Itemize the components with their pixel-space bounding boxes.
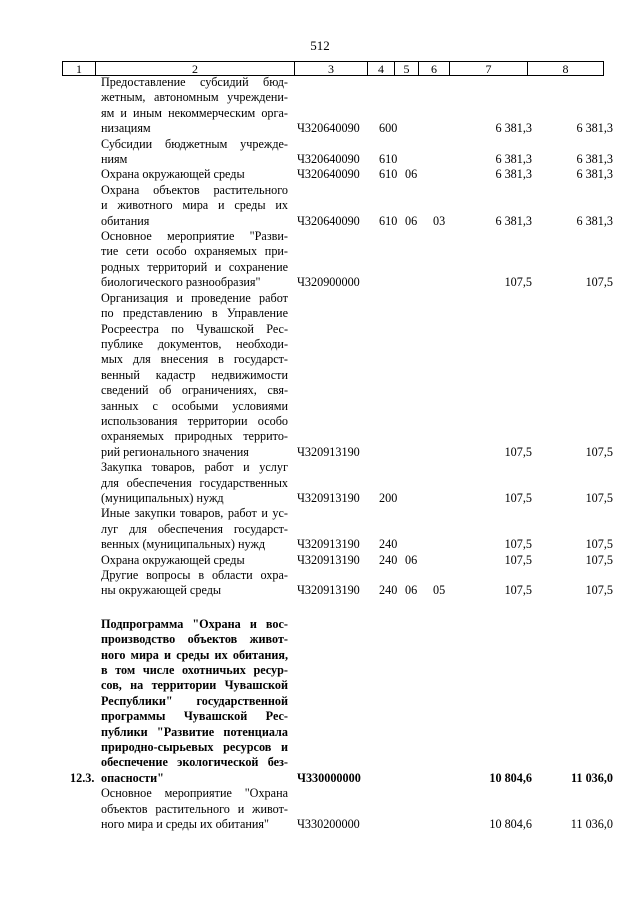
target-code: Ч320913190 <box>297 552 360 567</box>
subprogram-row <box>0 617 640 786</box>
row-name-line: Предоставление субсидий бюд- <box>101 75 288 89</box>
subsection-code: 03 <box>433 213 446 228</box>
expense-type: 240 <box>379 537 398 552</box>
amount-year-2: 6 381,3 <box>576 167 613 182</box>
row-name-line: программы Чувашской Рес- <box>101 709 288 724</box>
row-name-line: рий регионального значения <box>101 444 249 459</box>
table-row <box>0 568 640 599</box>
amount-year-1: 107,5 <box>504 275 532 290</box>
row-name-line: в том числе охотничьих ресур- <box>101 663 288 678</box>
row-name <box>101 553 288 568</box>
expense-type: 240 <box>379 583 398 598</box>
row-name-line: Организация и проведение работ <box>101 290 288 305</box>
row-name-line: сведений об ограничениях, свя- <box>101 383 288 398</box>
row-name-line: луг для обеспечения государст- <box>101 521 288 536</box>
row-name-line: низациям <box>101 121 151 136</box>
column-header-2: 2 <box>96 62 295 76</box>
row-name-line: опасности" <box>101 770 164 785</box>
row-name-line: Другие вопросы в области охра- <box>101 568 288 582</box>
row-name-line: Основное мероприятие "Разви- <box>101 229 288 244</box>
row-name-line: Охрана объектов растительного <box>101 182 288 197</box>
row-name-line: объектов растительного и живот- <box>101 801 288 816</box>
section-code: 06 <box>405 583 418 598</box>
table-row <box>0 553 640 568</box>
column-number-header <box>62 61 604 76</box>
row-name-line: публики "Развитие потенциала <box>101 724 288 739</box>
target-code: Ч320640090 <box>297 152 360 167</box>
row-name-line: (муниципальных) нужд <box>101 490 224 505</box>
table-row <box>0 786 640 832</box>
target-code: Ч320913190 <box>297 490 360 505</box>
row-name-line: Иные закупки товаров, работ и ус- <box>101 506 288 521</box>
row-name-line: Закупка товаров, работ и услуг <box>101 460 288 475</box>
target-code: Ч320913190 <box>297 537 360 552</box>
row-name <box>101 229 288 291</box>
column-header-4: 4 <box>368 62 395 76</box>
row-name-line: ного мира и среды их обитания, <box>101 647 288 662</box>
table-row <box>0 75 640 137</box>
amount-year-2: 107,5 <box>585 583 613 598</box>
amount-year-2: 6 381,3 <box>576 213 613 228</box>
amount-year-1: 6 381,3 <box>495 213 532 228</box>
row-name-line: тие сети особо охраняемых при- <box>101 244 288 259</box>
row-name <box>101 137 288 168</box>
row-name <box>101 183 288 229</box>
row-name-line: и животного мира и среды их <box>101 198 288 213</box>
expense-type: 240 <box>379 552 398 567</box>
section-spacer <box>0 599 640 617</box>
target-code: Ч320900000 <box>297 275 360 290</box>
amount-year-2: 6 381,3 <box>576 152 613 167</box>
row-name-line: публике документов, необходи- <box>101 336 288 351</box>
target-code: Ч320640090 <box>297 213 360 228</box>
row-name <box>101 506 288 552</box>
table-row <box>0 183 640 229</box>
column-header-3: 3 <box>295 62 368 76</box>
amount-year-1: 10 804,6 <box>489 770 532 785</box>
amount-year-2: 107,5 <box>585 552 613 567</box>
table-row <box>0 291 640 460</box>
section-code: 06 <box>405 167 418 182</box>
row-name-line: Республики" государственной <box>101 693 288 708</box>
row-name-line: использования территории особо <box>101 413 288 428</box>
row-name-line: Охрана окружающей среды <box>101 167 245 182</box>
row-name-line: Охрана окружающей среды <box>101 552 245 567</box>
row-name-line: обеспечение экологической без- <box>101 755 288 770</box>
row-name <box>101 291 288 460</box>
row-name-line: Росреестра по Чувашской Рес- <box>101 321 288 336</box>
row-name-line: родных территорий и сохранение <box>101 259 288 274</box>
table-row <box>0 229 640 291</box>
row-name-line: обитания <box>101 213 150 228</box>
table-row <box>0 167 640 182</box>
amount-year-1: 6 381,3 <box>495 121 532 136</box>
amount-year-2: 107,5 <box>585 490 613 505</box>
row-name-line: Субсидии бюджетным учрежде- <box>101 136 288 151</box>
row-name-line: для обеспечения государственных <box>101 475 288 490</box>
expense-type: 610 <box>379 152 398 167</box>
page-number: 512 <box>310 38 330 53</box>
row-name-line: по представлению в Управление <box>101 306 288 321</box>
expense-type: 610 <box>379 213 398 228</box>
row-name-line: занных с особыми условиями <box>101 398 288 413</box>
row-name-line: Подпрограмма "Охрана и вос- <box>101 616 288 631</box>
row-name <box>101 167 288 182</box>
amount-year-2: 107,5 <box>585 537 613 552</box>
expense-type: 610 <box>379 167 398 182</box>
amount-year-1: 6 381,3 <box>495 152 532 167</box>
amount-year-1: 6 381,3 <box>495 167 532 182</box>
row-name-line: венных (муниципальных) нужд <box>101 537 266 552</box>
row-name-line: биологического разнообразия" <box>101 275 261 290</box>
section-code: 06 <box>405 552 418 567</box>
expense-type: 600 <box>379 121 398 136</box>
row-name <box>101 617 288 786</box>
target-code: Ч320640090 <box>297 167 360 182</box>
row-name-line: венный кадастр недвижимости <box>101 367 288 382</box>
row-name-line: Основное мероприятие "Охрана <box>101 786 288 801</box>
amount-year-2: 6 381,3 <box>576 121 613 136</box>
row-name-line: производство объектов живот- <box>101 632 288 647</box>
column-header-6: 6 <box>419 62 450 76</box>
target-code: Ч320913190 <box>297 444 360 459</box>
subsection-code: 05 <box>433 583 446 598</box>
target-code: Ч320913190 <box>297 583 360 598</box>
column-header-8: 8 <box>528 62 604 76</box>
amount-year-2: 11 036,0 <box>571 770 613 785</box>
amount-year-2: 11 036,0 <box>570 817 613 832</box>
column-header-1: 1 <box>63 62 96 76</box>
amount-year-2: 107,5 <box>585 444 613 459</box>
amount-year-2: 107,5 <box>585 275 613 290</box>
row-name-line: ниям <box>101 152 128 167</box>
row-name-line: ного мира и среды их обитания" <box>101 817 269 832</box>
row-name-line: мых для внесения в государст- <box>101 352 288 367</box>
row-name-line: жетным, автономным учреждени- <box>101 90 288 105</box>
row-name-line: сов, на территории Чувашской <box>101 678 288 693</box>
target-code: Ч320640090 <box>297 121 360 136</box>
row-name <box>101 786 288 832</box>
budget-table-body <box>0 75 640 833</box>
amount-year-1: 107,5 <box>504 444 532 459</box>
table-row <box>0 137 640 168</box>
amount-year-1: 107,5 <box>504 552 532 567</box>
amount-year-1: 107,5 <box>504 490 532 505</box>
row-number: 12.3. <box>70 770 95 785</box>
column-header-5: 5 <box>395 62 419 76</box>
row-name-line: природно-сырьевых ресурсов и <box>101 740 288 755</box>
expense-type: 200 <box>379 490 398 505</box>
target-code: Ч330000000 <box>297 770 361 785</box>
row-name <box>101 568 288 599</box>
amount-year-1: 107,5 <box>504 583 532 598</box>
target-code: Ч330200000 <box>297 817 360 832</box>
amount-year-1: 10 804,6 <box>489 817 532 832</box>
row-name <box>101 75 288 137</box>
column-header-7: 7 <box>450 62 528 76</box>
section-code: 06 <box>405 213 418 228</box>
row-name-line: охраняемых природных террито- <box>101 429 288 444</box>
amount-year-1: 107,5 <box>504 537 532 552</box>
row-name-line: ям и иным некоммерческим орга- <box>101 105 288 120</box>
row-name-line: ны окружающей среды <box>101 583 222 598</box>
row-name <box>101 460 288 506</box>
table-row <box>0 506 640 552</box>
table-row <box>0 460 640 506</box>
